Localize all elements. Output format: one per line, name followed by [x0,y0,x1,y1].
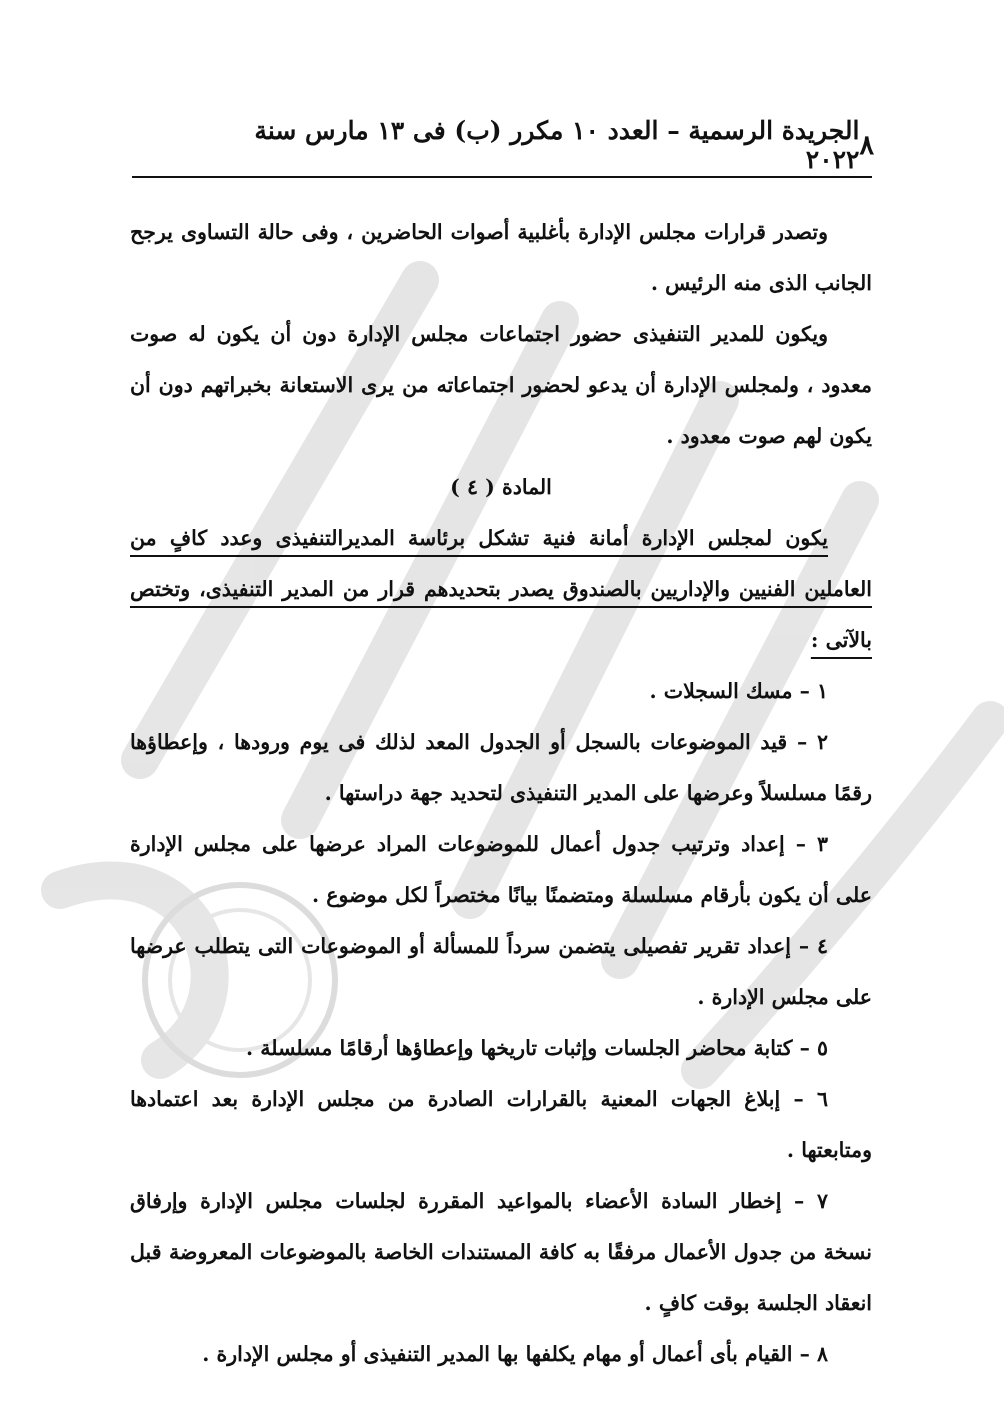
paragraph-executive-director: ويكون للمدير التنفيذى حضور اجتماعات مجلس الإدارة دون أن يكون له صوت معدود ، ولمجلس الإدارة أن يدعو لحضور اجتماعاته من يرى الاستعانة بخبراتهم دون أن يكون لهم صوت معدود . [130,322,872,448]
paragraph-decisions: وتصدر قرارات مجلس الإدارة بأغلبية أصوات الحاضرين ، وفى حالة التساوى يرجح الجانب الذى منه الرئيس . [130,220,872,295]
list-item: ٦ – إبلاغ الجهات المعنية بالقرارات الصادرة من مجلس الإدارة بعد اعتمادها ومتابعتها . [130,1087,872,1162]
list-item: ٣ – إعداد وترتيب جدول أعمال للموضوعات المراد عرضها على مجلس الإدارة على أن يكون بأرقام مسلسلة ومتضمنًا بيانًا مختصراً لكل موضوع . [130,832,872,907]
document-body [130,207,872,1380]
list-item: ٨ – القيام بأى أعمال أو مهام يكلفها بها المدير التنفيذى أو مجلس الإدارة . [202,1342,828,1366]
list-item: ٧ – إخطار السادة الأعضاء بالمواعيد المقررة لجلسات مجلس الإدارة وإرفاق نسخة من جدول الأعمال مرفقًا به كافة المستندات الخاصة بالموضوعات المعروضة قبل انعقاد الجلسة بوقت كافٍ . [130,1189,872,1315]
gazette-title: الجريدة الرسمية – العدد ١٠ مكرر (ب) فى ١٣ مارس سنة ٢٠٢٢ [254,116,860,174]
article-intro: يكون لمجلس الإدارة أمانة فنية تشكل برئاسة المديرالتنفيذى وعدد كافٍ من العاملين الفنيين والإداريين بالصندوق يصدر بتحديدهم قرار من المدير التنفيذى، وتختص بالآتى : [130,526,872,652]
page-header [200,116,874,174]
list-item: ٥ – كتابة محاضر الجلسات وإثبات تاريخها وإعطاؤها أرقامًا مسلسلة . [246,1036,828,1060]
list-item: ٤ – إعداد تقرير تفصيلى يتضمن سرداً للمسألة أو الموضوعات التى يتطلب عرضها على مجلس الإدارة . [130,934,872,1009]
header-rule [132,176,872,178]
page-number: ٨ [859,129,874,161]
list-item: ١ – مسك السجلات . [649,679,828,703]
list-item: ٢ – قيد الموضوعات بالسجل أو الجدول المعد لذلك فى يوم ورودها ، وإعطاؤها رقمًا مسلسلاً وعرضها على المدير التنفيذى لتحديد جهة دراستها . [130,730,872,805]
article-heading: المادة ( ٤ ) [450,475,552,499]
